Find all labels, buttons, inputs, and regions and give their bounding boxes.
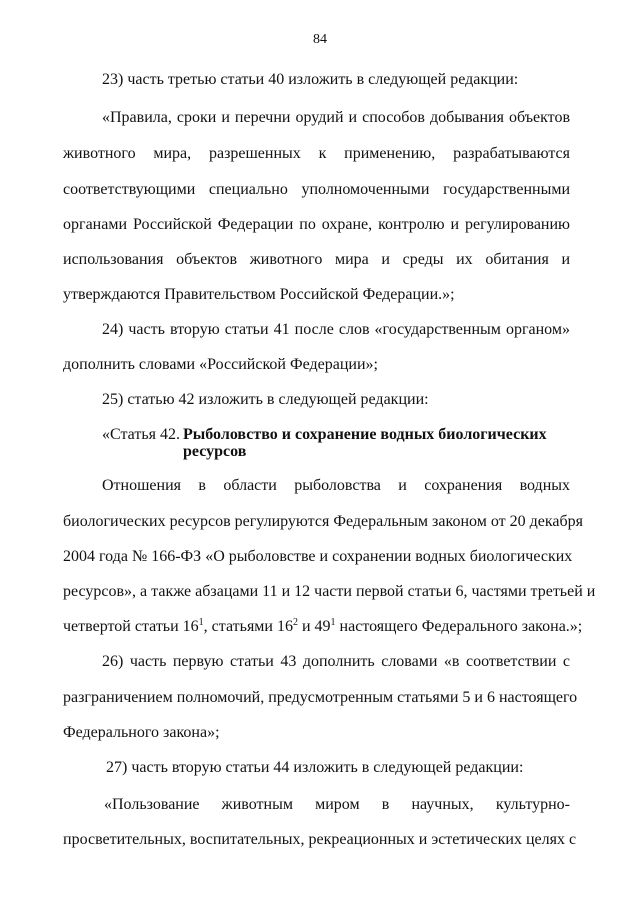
text-line: животного мира, разрешенных к применению, разрабатываются — [63, 145, 570, 162]
text-line: биологических ресурсов регулируются Федеральным законом от 20 декабря — [63, 513, 583, 530]
text-segment: и 49 — [297, 618, 331, 635]
superscript: 2 — [292, 617, 298, 628]
article-title: ресурсов — [183, 443, 247, 460]
superscript: 1 — [330, 617, 336, 628]
text-line: 24) часть вторую статьи 41 после слов «государственным органом» — [102, 321, 570, 338]
page-number: 84 — [313, 32, 327, 47]
text-line: разграничением полномочий, предусмотренным статьями 5 и 6 настоящего — [63, 689, 578, 706]
text-line: использования объектов животного мира и среды их обитания и — [63, 251, 570, 268]
text-line: органами Российской Федерации по охране, контролю и регулированию — [63, 216, 570, 233]
text-line: 27) часть вторую статьи 44 изложить в следующей редакции: — [106, 759, 524, 776]
text-line: Федерального закона»; — [63, 724, 220, 741]
text-line: 25) статью 42 изложить в следующей редакции: — [102, 391, 429, 408]
text-line: 23) часть третью статьи 40 изложить в следующей редакции: — [102, 71, 519, 88]
text-line: дополнить словами «Российской Федерации»; — [63, 356, 378, 373]
text-segment: четвертой статьи 16 — [63, 618, 199, 635]
text-line: 26) часть первую статьи 43 дополнить словами «в соответствии с — [102, 653, 570, 670]
superscript: 1 — [198, 617, 204, 628]
text-line: «Пользование животным миром в научных, культурно- — [104, 796, 570, 813]
article-number: «Статья 42. — [102, 426, 180, 443]
text-line: просветительных, воспитательных, рекреационных и эстетических целях с — [63, 831, 577, 848]
text-line: «Правила, сроки и перечни орудий и способов добывания объектов — [102, 109, 570, 126]
text-line: 2004 года № 166-ФЗ «О рыболовстве и сохранении водных биологических — [63, 548, 573, 565]
text-segment: настоящего Федерального закона.»; — [335, 618, 583, 635]
text-line: соответствующими специально уполномоченными государственными — [63, 181, 570, 198]
text-line: ресурсов», а также абзацами 11 и 12 части первой статьи 6, частями третьей и — [63, 583, 596, 600]
text-line: Отношения в области рыболовства и сохранения водных — [102, 477, 570, 494]
article-title: Рыболовство и сохранение водных биологических — [183, 426, 547, 443]
text-line — [63, 617, 582, 637]
text-line: утверждаются Правительством Российской Федерации.»; — [63, 286, 455, 303]
text-segment: , статьями 16 — [203, 618, 293, 635]
